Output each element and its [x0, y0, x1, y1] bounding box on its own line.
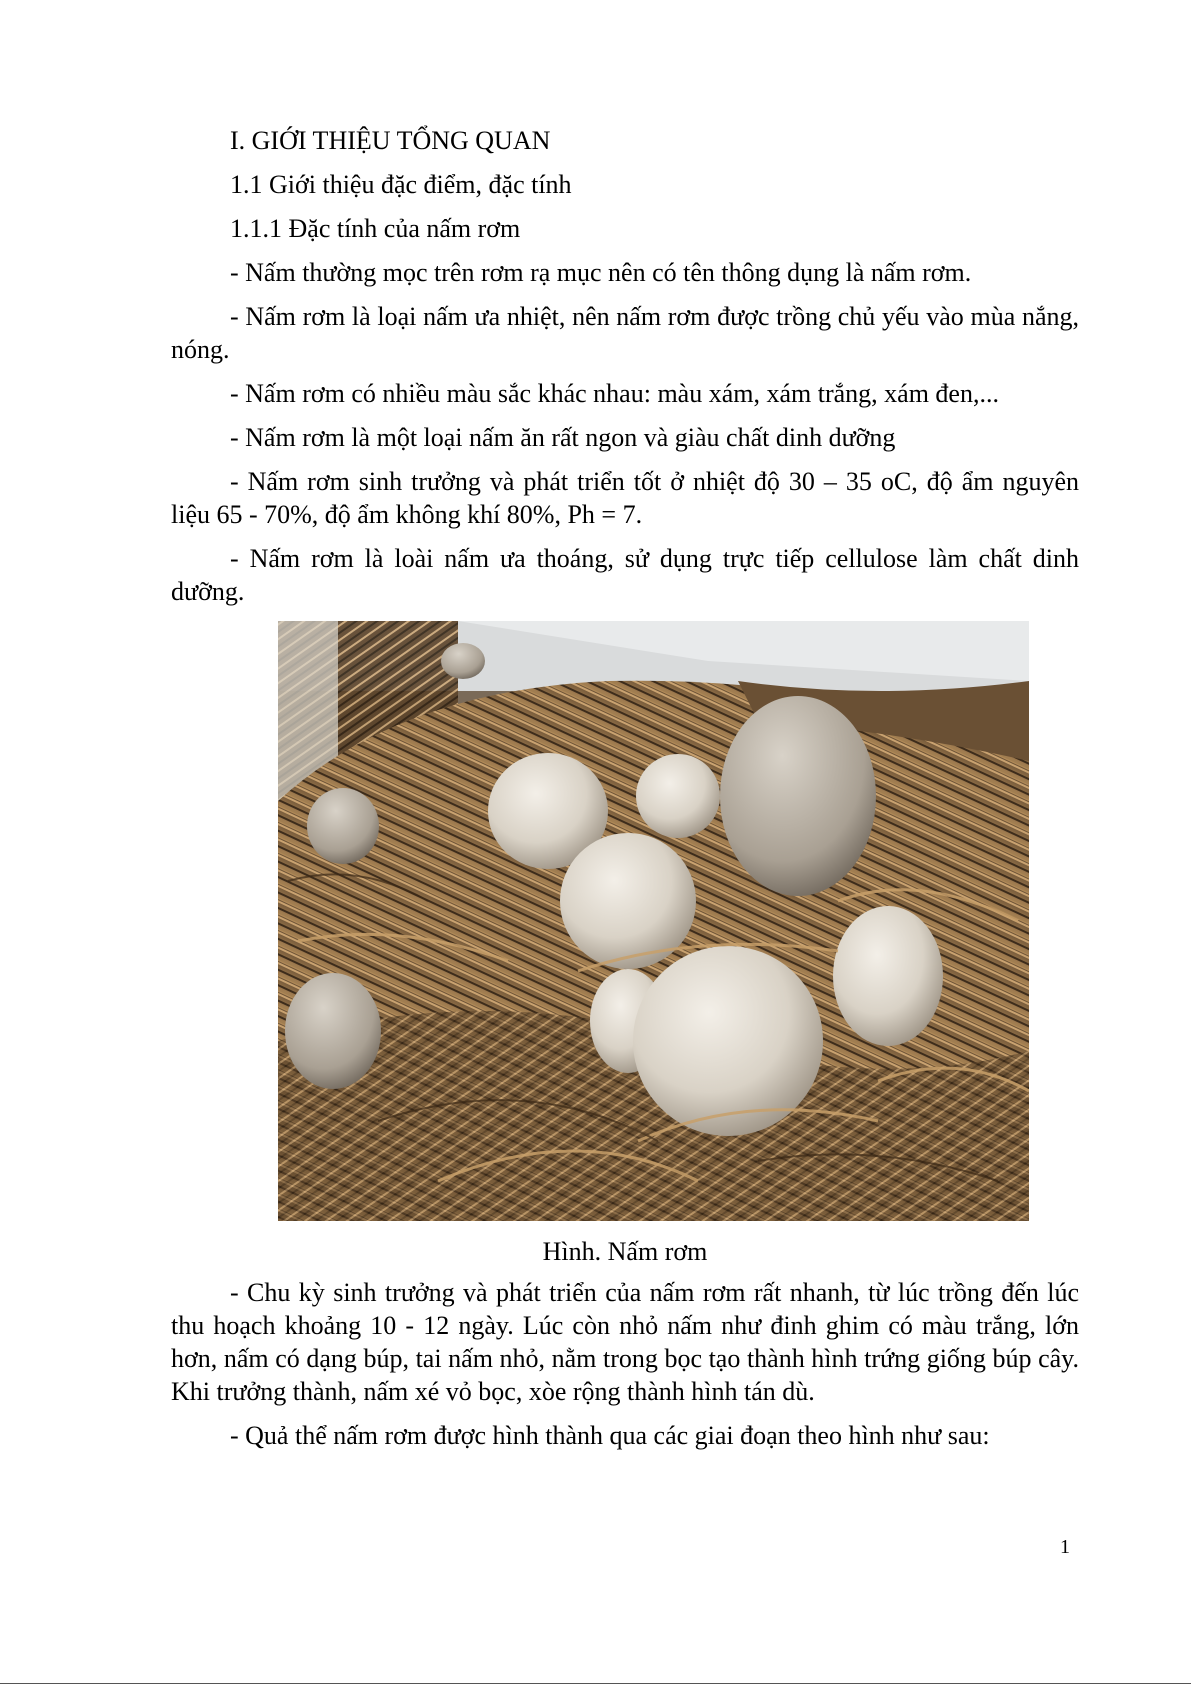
- heading-section-1: I. GIỚI THIỆU TỔNG QUAN: [230, 126, 551, 155]
- footer-divider: [0, 1683, 1191, 1684]
- page-number: 1: [1060, 1536, 1070, 1558]
- mushroom-photo-illustration: [278, 621, 1029, 1221]
- mushroom-photo: [278, 621, 1029, 1221]
- heading-subsection-1-1-1: 1.1.1 Đặc tính của nấm rơm: [230, 214, 521, 243]
- paragraph: - Chu kỳ sinh trưởng và phát triển của nấm rơm rất nhanh, từ lúc trồng đến lúc thu hoạch khoảng 10 - 12 ngày. Lúc còn nhỏ nấm như đinh ghim có màu trắng, lớn hơn, nấm có dạng búp, tai nấm nhỏ, nằm trong bọc tạo thành hình trứng giống búp cây. Khi trưởng thành, nấm xé vỏ bọc, xòe rộng thành hình tán dù.: [171, 1278, 1079, 1406]
- content-top: [171, 124, 1079, 619]
- paragraph: - Nấm rơm là loại nấm ưa nhiệt, nên nấm rơm được trồng chủ yếu vào mùa nắng, nóng.: [171, 302, 1079, 364]
- figure-caption: Hình. Nấm rơm: [542, 1237, 708, 1266]
- paragraph: - Quả thể nấm rơm được hình thành qua các giai đoạn theo hình như sau:: [230, 1421, 990, 1450]
- heading-subsection-1-1: 1.1 Giới thiệu đặc điểm, đặc tính: [230, 170, 572, 199]
- paragraph: - Nấm rơm sinh trưởng và phát triển tốt ở nhiệt độ 30 – 35 oC, độ ẩm nguyên liệu 65 - 70%, độ ẩm không khí 80%, Ph = 7.: [171, 467, 1079, 529]
- content-bottom: [171, 1276, 1079, 1463]
- paragraph: - Nấm thường mọc trên rơm rạ mục nên có tên thông dụng là nấm rơm.: [230, 258, 972, 287]
- paragraph: - Nấm rơm là một loại nấm ăn rất ngon và giàu chất dinh dưỡng: [230, 423, 896, 452]
- paragraph: - Nấm rơm có nhiều màu sắc khác nhau: màu xám, xám trắng, xám đen,...: [230, 379, 999, 408]
- paragraph: - Nấm rơm là loài nấm ưa thoáng, sử dụng trực tiếp cellulose làm chất dinh dưỡng.: [171, 544, 1079, 606]
